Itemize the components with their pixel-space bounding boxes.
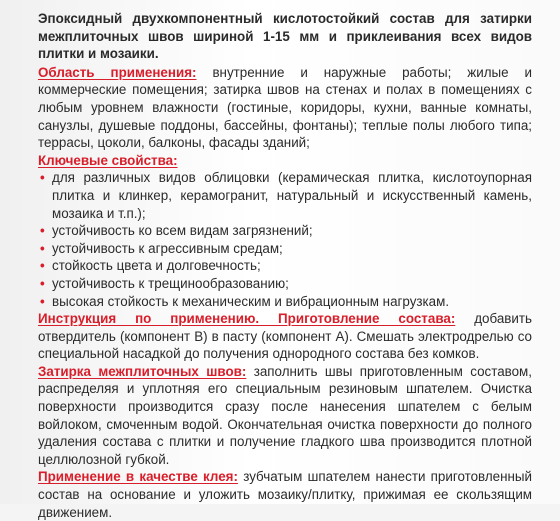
property-text: устойчивость ко всем видам загрязнений; — [52, 223, 313, 239]
properties-heading: Ключевые свойства: — [38, 152, 178, 168]
list-item — [38, 222, 532, 240]
property-text: устойчивость к трещинообразованию; — [52, 275, 289, 291]
grouting-heading: Затирка межплиточных швов: — [38, 363, 247, 379]
application-heading: Область применения: — [38, 64, 197, 80]
list-item — [38, 169, 532, 222]
bullet-icon: • — [40, 258, 45, 274]
bullet-icon: • — [40, 293, 45, 309]
property-text: стойкость цвета и долговечность; — [52, 258, 261, 274]
properties-list — [38, 169, 532, 310]
property-text: устойчивость к агрессивным средам; — [52, 240, 283, 256]
bullet-icon: • — [40, 170, 45, 186]
adhesive-text: зубчатым шпателем нанести приготовленный состав на основание и уложить мозаику/плитку, прижимая ее скользящим движением. — [38, 469, 532, 520]
list-item — [38, 275, 532, 293]
list-item — [38, 293, 532, 311]
intro-text: Эпоксидный двухкомпонентный кислотостойкий состав для затирки межплиточных швов шириной 1-15 мм и приклеивания всех видов плитки и мозаики. — [38, 11, 532, 62]
property-text: для различных видов облицовки (керамическая плитка, кислотоупорная плитка и клинкер, керамогранит, натуральный и искусственный камень, мозаика и т.п.); — [52, 170, 532, 221]
property-text: высокая стойкость к механическим и вибрационным нагрузкам. — [52, 293, 450, 309]
section-properties — [38, 152, 532, 310]
grouting-text: заполнить швы приготовленным составом, распределяя и уплотняя его специальным резиновым шпателем. Очистка поверхности производится сразу после нанесения шпателем с белым войлоком, смоченным водой. Окончательная очистка поверхности до полного удаления состава с плитки и получение гладкого шва производится плотной целлюлозной губкой. — [38, 363, 532, 467]
bullet-icon: • — [40, 223, 45, 239]
list-item — [38, 257, 532, 275]
instruction-heading: Инструкция по применению. Приготовление состава: — [38, 311, 456, 327]
instruction-text: добавить отвердитель (компонент В) в пасту (компонент А). Смешать электродрелью со специальной насадкой до получения однородного состава без комков. — [38, 311, 532, 362]
section-adhesive — [38, 468, 532, 521]
section-grouting — [38, 363, 532, 469]
section-instruction — [38, 310, 532, 363]
bullet-icon: • — [40, 240, 45, 256]
application-text: внутренние и наружные работы; жилые и коммерческие помещения; затирка швов на стенах и полах в помещениях с любым уровнем влажности (гостиные, коридоры, кухни, ванные комнаты, санузлы, душевые поддоны, бассейны, фонтаны); теплые полы любого типа; террасы, цоколи, балконы, фасады зданий; — [38, 64, 533, 151]
list-item — [38, 240, 532, 258]
adhesive-heading: Применение в качестве клея: — [38, 469, 238, 485]
bullet-icon: • — [40, 275, 45, 291]
section-application — [38, 64, 532, 152]
